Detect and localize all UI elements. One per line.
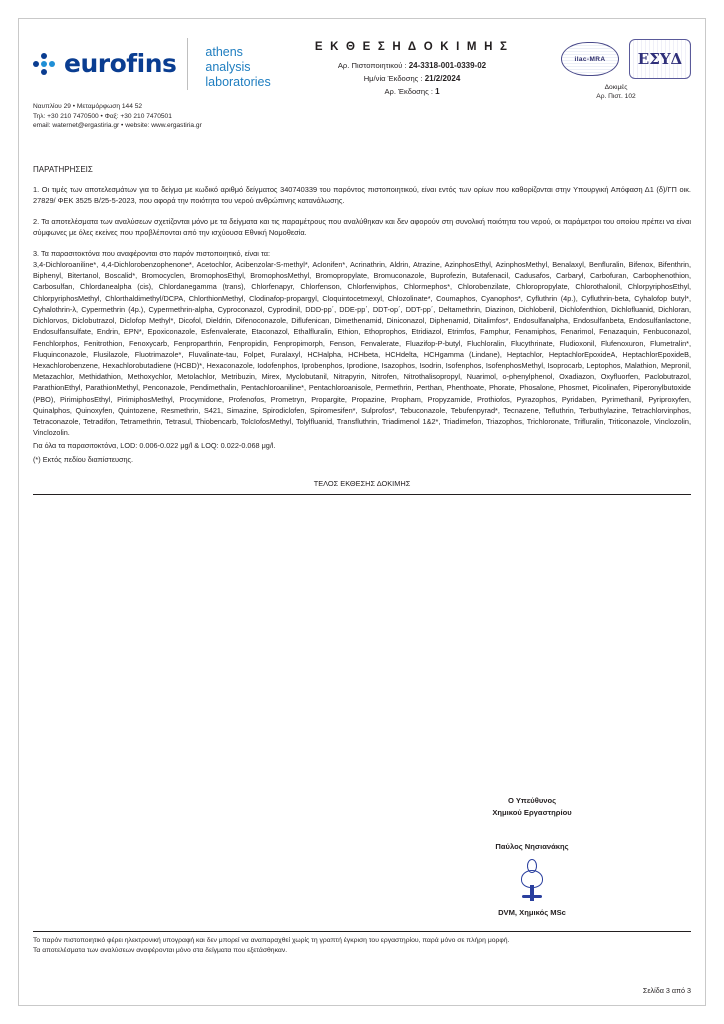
- note-2: 2. Τα αποτελέσματα των αναλύσεων σχετίζονται μόνο με τα δείγματα και τις παραμέτρους που αναλύθηκαν και δεν αφορούν στη συνολική ποιότητα του νερού, οι παράμετροι του οποίου πρέπει να είναι σύμφωνες με όλες εκείνες που προβλέπονται από την ισχύουσα Εθνική Νομοθεσία.: [33, 216, 691, 238]
- address-line-2: Τηλ: +30 210 7470500 • Φαξ: +30 210 7470501: [33, 112, 172, 120]
- brand-name: eurofins: [64, 49, 177, 78]
- accreditation-badges: [541, 39, 691, 79]
- eurofins-logo-icon: [33, 51, 59, 77]
- header-left-block: [33, 37, 283, 131]
- accreditation-scope: Δοκιμές: [604, 84, 628, 91]
- brand-divider: [187, 38, 188, 90]
- address-line-3: email: waternet@ergastiria.gr • website: www.ergastiria.gr: [33, 122, 202, 129]
- header-right-block: [541, 37, 691, 101]
- pesticide-list: 3,4-Dichloroaniline*, 4,4-Dichlorobenzophenone*, Acetochlor, Acibenzolar-S-methyl*, Aclonifen*, Acrinathrin, Aldrin, Atrazine, AzinphosEthyl, AzinphosMethyl, Benalaxyl, Benfluralin, Bifenox, Bifenthrin, Biphenyl, Bitertanol, Boscalid*, Bromocyclen, BromophosEthyl, BromophosMethyl, Bromopropylate, Bromuconazole, Buprofezin, Butafenacil, Cadusafos, Carbaryl, Carbofuran, Carbophenothion, Carbosulfan, Chlordanealpha (cis), Chlordanegamma (trans), Chlorfenapyr, Chlorfenson, Chlorfenviphos, Chlormephos*, Chlorobenzilate, Chloropropylate, Chlorothalonil, ChlorpyriphosEthyl, ChlorpyriphosMethyl, Chlorthaldimethyl/DCPA, ChlorthionMethyl, Clodinafop-propargyl, Cloquintocetmexyl, Chlozolinate*, Coumaphos, Cyanophos*, Cyfluthrin (4p.), Cyfluthrin-beta, Cyhalofop butyl*, Cyhalothrin-λ, Cypermethrin (4p.), Cypermethrin-alpha, Cyproconazol, Cyprodinil, DDD-pp΄, DDE-pp΄, DDT-op΄, DDT-pp΄, Deltamethrin, Diazinon, Dichlobenil, Dichlofenthion, Dichlofluanid, Dichloran, Dichlorvos, Diclobutrazol, Diclofop Methyl*, Dicofol, Dieldrin, Difenoconazole, Diflufenican, Dimethenamid, Diniconazol, Diphenamid, Ditalimfos*, Endosulfanalpha, Endosulfanbeta, Endosulfanlactone, Endosulfansulfate, Endrin, EPN*, Epoxiconazole, Esfenvalerate, Etaconazol, Ethalfluralin, Ethion, Ethoprophos, Etridiazol, Etrimfos, Famphur, Fenamiphos, Fenarimol, Fenazaquin, Fenbuconazol, Fenchlorphos, Fenitrothion, Fenoxycarb, Fenproparthrin, Fenpropidin, Fenpropimorph, Fenson, Fenvalerate, Fluazifop-P-butyl, Fluchloralin, Flucythrinate, Fludioxonil, Flufenoxuron, Flumetralin*, Fluquinconazole, Flusilazole, Fluotrimazole*, Fluvalinate-tau, Folpet, Furalaxyl, HCHalpha, HCHbeta, HCHdelta, HCHgamma (Lindane), Heptachlor, HeptachlorEpoxideA, HeptachlorEpoxideB, Hexachlorobenzene, Hexachlorobutadiene (HCBD)*, Hexaconazole, Iodofenphos, Iprobenphos, Iprodione, Isazophos, Isodrin, Isofenphos, IsofenphosMethyl, Isoprocarb, Leptophos, Malathion, Mepronil, Metazachlor, Methidathion, Methoxychlor, Metolachlor, Metribuzin, Mirex, Myclobutanil, Nitrapyrin, Nitrofen, Nitrothalisopropyl, Nuarimol, o-phenylphenol, Oxadiazon, Oxyfluorfen, Paclobutrazol, ParathionEthyl, ParathionMethyl, Penconazole, Pendimethalin, Pentachloroaniline*, Pentachloroanisole, Permethrin, Perthan, Phenthoate, Phorate, Phosalone, Phosmet, Picolinafen, Piperonylbutoxide (PBO), PirimiphosEthyl, PirimiphosMethyl, Procymidone, Profenofos, Prometryn, Propargite, Propazine, Propham, Propyzamide, Prothiofos, Pyrazophos, Pyridaben, Pyrimethanil, Pyriproxyfen, Quinalphos, Quinoxyfen, Quintozene, Resmethrin, S421, Simazine, Spirodiclofen, Spiromesifen*, Sulprofos*, Tebuconazole, Tebufenpyrad*, Tecnazene, Tefluthrin, Terbuthylazine, Tetrachlorvinphos, Tetraconazole, Tetradifon, Tetramethrin, Tetrasul, Thiobencarb, TolcIofosMethyl, Tolylfluanid, Transfluthrin, Triadimenol 1&2*, Triadimefon, Triazophos, Trichloronate, Trifluralin, Triticonazole, Vinclozolin, Vinclozolin.: [33, 260, 691, 438]
- edition-row: [283, 87, 541, 96]
- lab-name: [205, 37, 283, 90]
- page-title: Ε Κ Θ Ε Σ Η Δ Ο Κ Ι Μ Η Σ: [314, 41, 510, 53]
- ilac-mra-logo-icon: ilac-MRA: [561, 42, 619, 76]
- page-number: Σελίδα 3 από 3: [642, 986, 691, 995]
- certificate-number-value: 24-3318-001-0339-02: [408, 61, 487, 70]
- observations-heading: ΠΑΡΑΤΗΡΗΣΕΙΣ: [33, 164, 93, 174]
- signature-block: [413, 795, 691, 919]
- edition-value: 1: [435, 87, 440, 96]
- edition-label: Αρ. Έκδοσης :: [384, 87, 433, 96]
- certificate-number-row: [283, 61, 541, 70]
- non-accredited-footnote: (*) Εκτός πεδίου διαπίστευσης.: [33, 454, 134, 464]
- signer-role-line2: Χημικού Εργαστηρίου: [492, 807, 572, 817]
- issue-date-value: 21/2/2024: [424, 74, 461, 83]
- issue-date-label: Ημ/νία Έκδοσης :: [363, 74, 423, 83]
- footer-line-2: Τα αποτελέσματα των αναλύσεων αναφέρονται μόνο στα δείγματα που εξετάσθηκαν.: [33, 946, 288, 954]
- document-page: [18, 18, 706, 1006]
- lab-name-line2: laboratories: [205, 75, 271, 89]
- note-1: 1. Οι τιμές των αποτελεσμάτων για το δείγμα με κωδικό αριθμό δείγματος 340740339 του παρόντος πιστοποιητικού, είναι εντός των ορίων που καθορίζονται στην Υπουργική Απόφαση Δ1 (δ)/ΓΠ οικ. 27829/ ΦΕΚ 3525 Β/25-5-2023, που αφορά την ποιότητα του νερού ανθρώπινης κατανάλωσης.: [33, 184, 691, 206]
- certificate-number-label: Αρ. Πιστοποιητικού :: [337, 61, 407, 70]
- brand-block: [33, 37, 283, 90]
- lab-address: [33, 102, 283, 131]
- lod-loq-line: Για όλα τα παρασιτοκτόνα, LOD: 0.006-0.022 μg/l & LOQ: 0.022-0.068 μg/l.: [33, 441, 276, 451]
- accreditation-number: Αρ. Πιστ. 102: [596, 93, 636, 100]
- end-of-report-divider: [33, 494, 691, 495]
- note-3-intro: 3. Τα παρασιτοκτόνα που αναφέρονται στο παρόν πιστοποιητικό, είναι τα:: [33, 248, 270, 258]
- header-center-block: [283, 37, 541, 96]
- footer-disclaimer: [33, 936, 691, 956]
- signer-role-line1: Ο Υπεύθυνος: [507, 795, 557, 805]
- footer-line-1: Το παρόν πιστοποιητικό φέρει ηλεκτρονική υπογραφή και δεν μπορεί να αναπαραχθεί χωρίς τη γραπτή έγκριση του εργαστηρίου, παρά μόνο σε πλήρη μορφή.: [33, 936, 510, 944]
- lab-name-line1: athens analysis: [205, 45, 251, 74]
- end-of-report: ΤΕΛΟΣ ΕΚΘΕΣΗΣ ΔΟΚΙΜΗΣ: [313, 478, 411, 488]
- esyd-logo-icon: ΕΣΥΔ: [629, 39, 691, 79]
- signer-name: Παύλος Νησιανάκης: [495, 841, 569, 851]
- address-line-1: Ναυπλίου 29 • Μεταμόρφωση 144 52: [33, 103, 143, 110]
- signature-stamp-icon: [517, 859, 547, 903]
- document-header: [33, 29, 691, 131]
- accreditation-caption: [541, 83, 691, 101]
- footer-divider: [33, 931, 691, 932]
- issue-date-row: [283, 74, 541, 83]
- signer-credentials: DVM, Χημικός MSc: [498, 907, 566, 917]
